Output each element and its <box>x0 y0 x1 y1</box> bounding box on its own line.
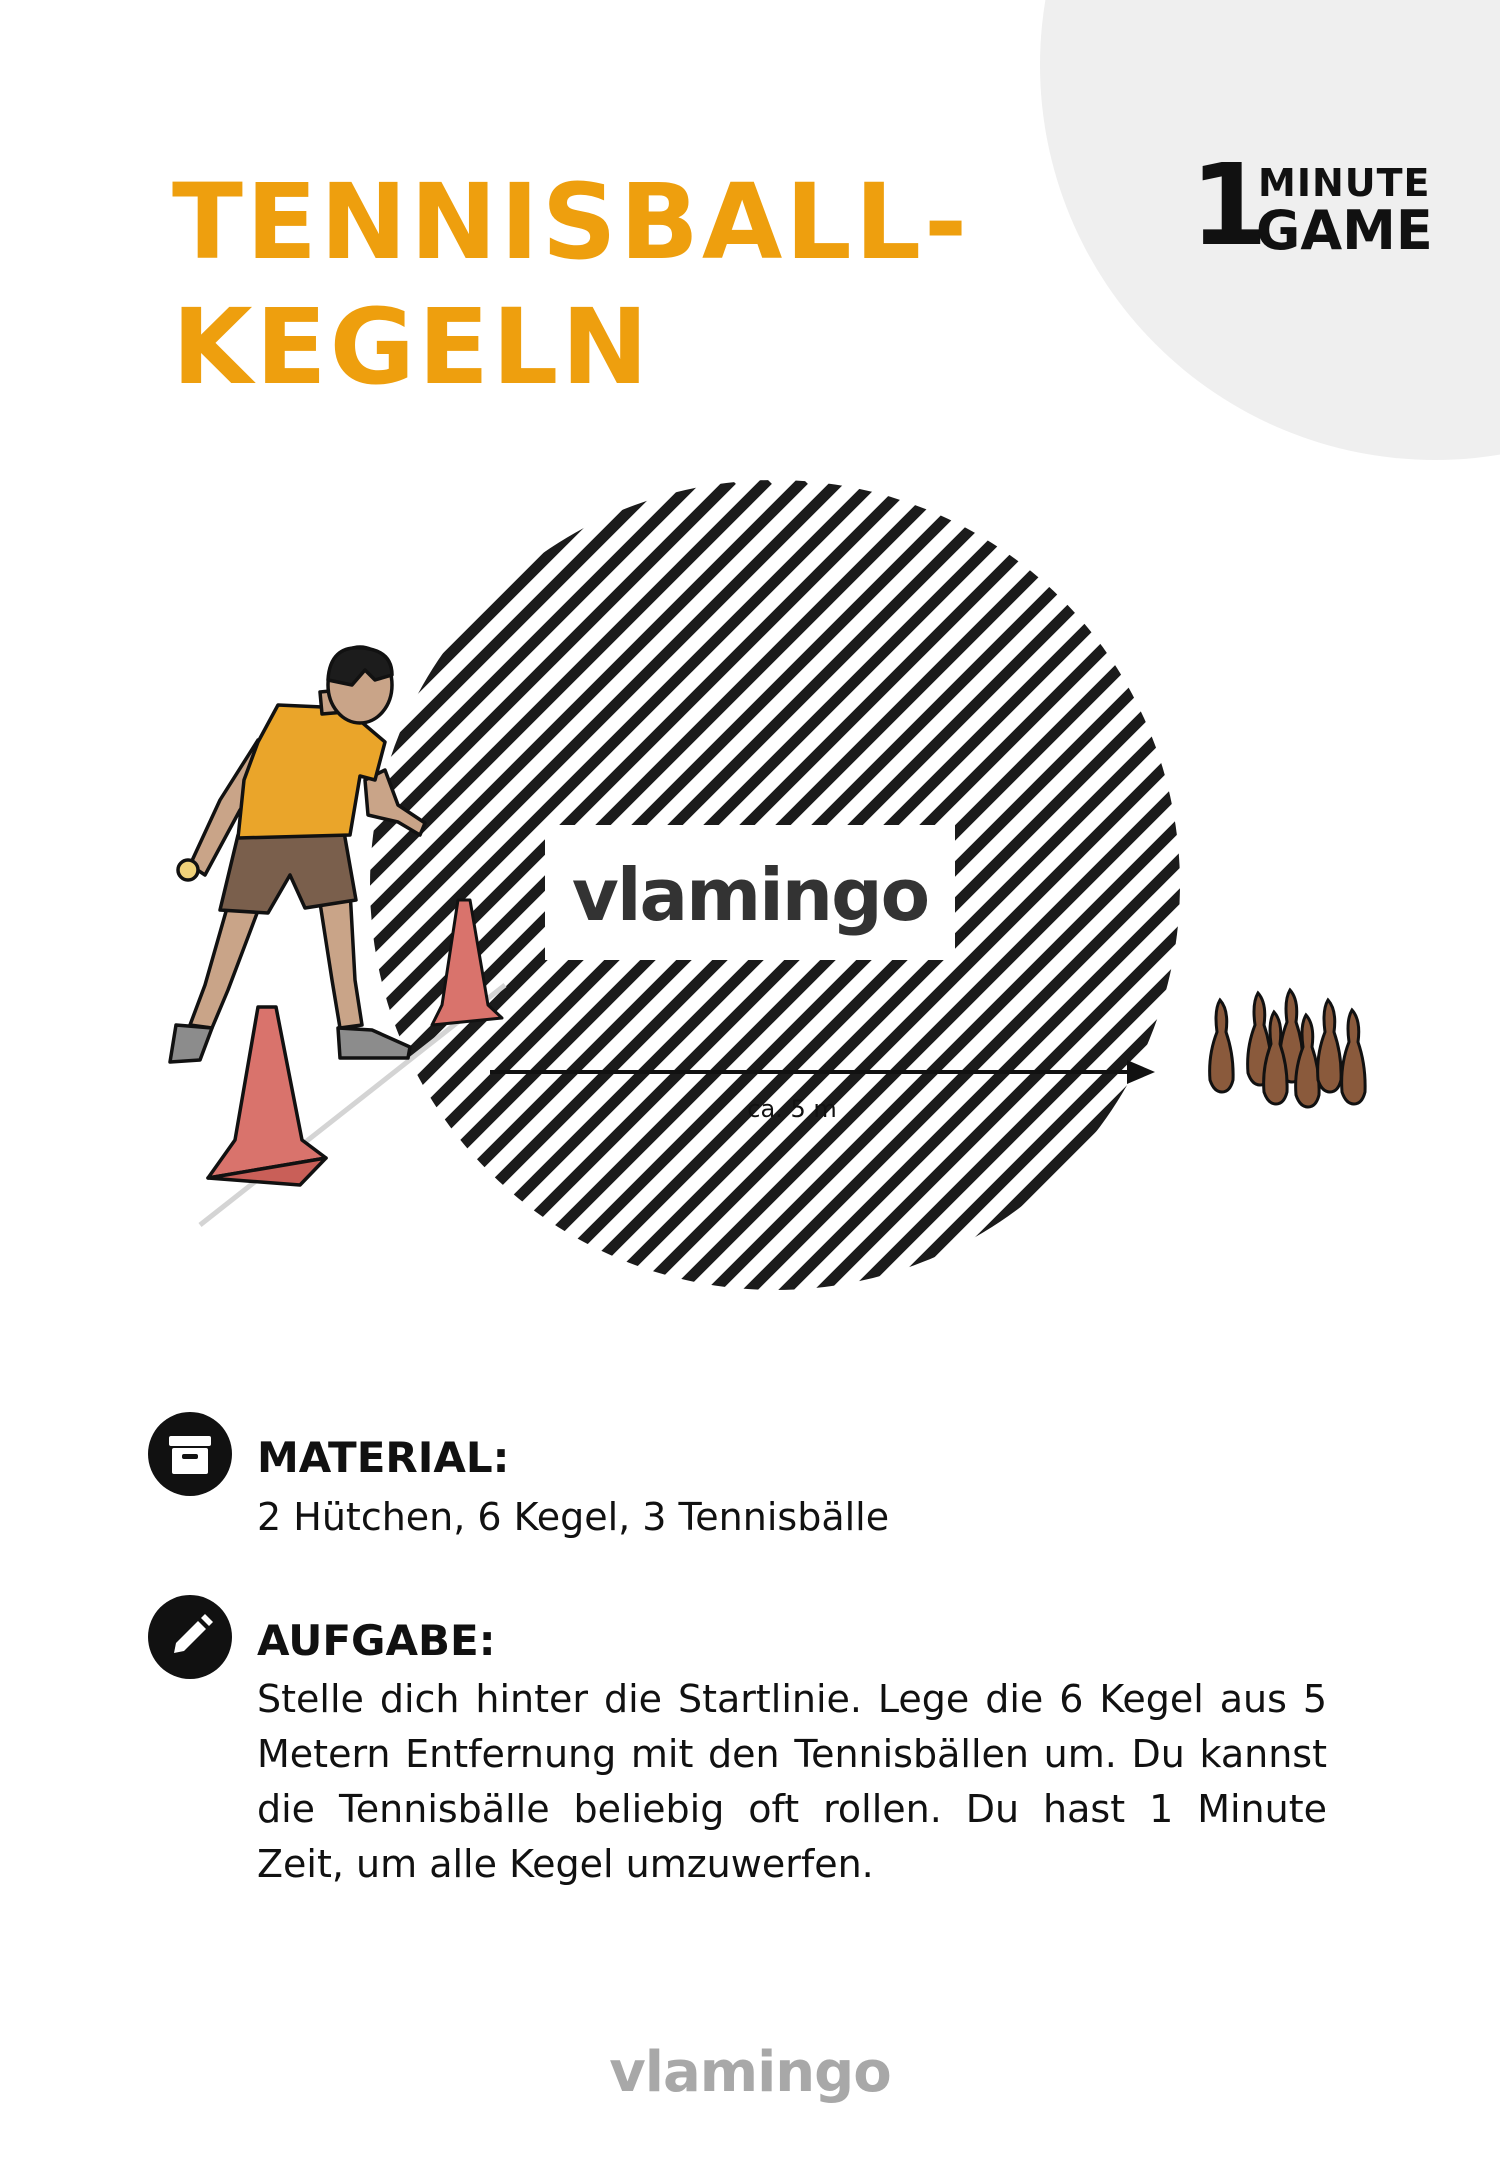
illustration-logo: vlamingo <box>571 853 929 937</box>
task-text: Stelle dich hinter die Startlinie. Lege die 6 Kegel aus 5 Metern Entfernung mit den Tennisbällen um. Du kannst die Tennisbälle beliebig oft rollen. Du hast 1 Minute Zeit, um alle Kegel umzuwerfen. <box>257 1677 1327 1886</box>
cone-front <box>208 1007 326 1185</box>
archive-box-icon <box>148 1412 232 1496</box>
title-line-1: TENNISBALL- <box>172 161 971 283</box>
task-heading: AUFGABE: <box>257 1616 496 1665</box>
title-line-2: KEGELN <box>172 286 652 408</box>
game-illustration <box>0 480 1500 1330</box>
hatch-line <box>0 480 336 1330</box>
distance-label: ca. 5 m <box>747 1095 837 1123</box>
bowling-pins <box>1210 990 1365 1107</box>
material-heading: MATERIAL: <box>257 1433 510 1482</box>
page-title <box>172 160 970 410</box>
pencil-icon <box>148 1595 232 1679</box>
badge-line-2: GAME <box>1256 199 1433 262</box>
badge-line-1: MINUTE <box>1258 161 1431 205</box>
material-text: 2 Hütchen, 6 Kegel, 3 Tennisbälle <box>257 1495 890 1539</box>
badge-number: 1 <box>1190 141 1268 271</box>
footer-logo: vlamingo <box>609 2040 891 2105</box>
